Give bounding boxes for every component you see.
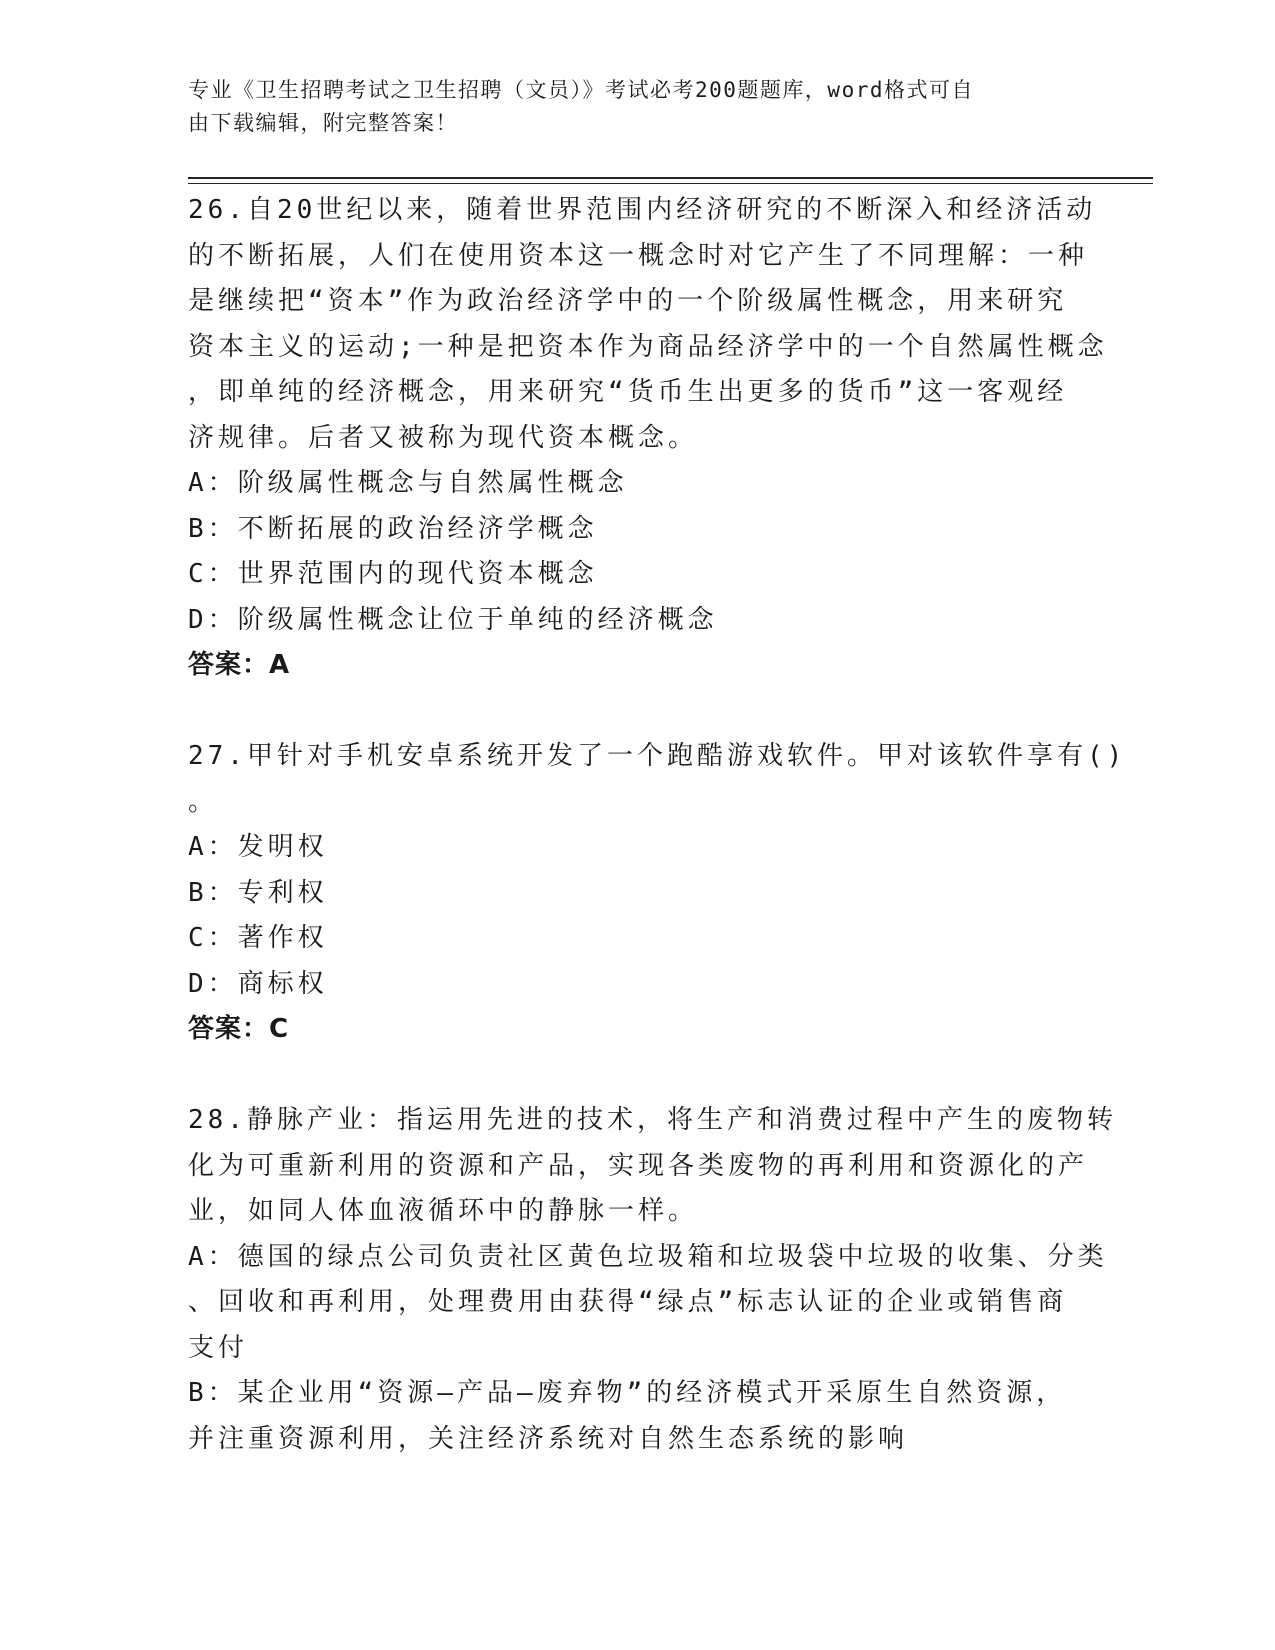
option-d: D：阶级属性概念让位于单纯的经济概念 <box>188 604 718 635</box>
option-c: C：世界范围内的现代资本概念 <box>188 559 598 589</box>
question-stem-line: ，即单纯的经济概念，用来研究“货币生出更多的货币”这一客观经 <box>188 377 1068 407</box>
option-a: A：阶级属性概念与自然属性概念 <box>188 468 628 498</box>
option-a-continued: 、回收和再利用，处理费用由获得“绿点”标志认证的企业或销售商 <box>188 1287 1068 1317</box>
header-line: 专业《卫生招聘考试之卫生招聘（文员）》考试必考200题题库，word格式可自 <box>188 78 974 102</box>
option-b: B：专利权 <box>188 877 328 908</box>
question-stem-line: 化为可重新利用的资源和产品，实现各类废物的再利用和资源化的产 <box>188 1150 1089 1181</box>
question-28 <box>188 1098 1117 1462</box>
spacer <box>188 689 1073 735</box>
option-a: A：发明权 <box>188 832 328 862</box>
question-stem-line: 资本主义的运动;一种是把资本作为商品经济学中的一个自然属性概念 <box>188 331 1108 362</box>
header-divider-thin <box>188 183 1153 184</box>
question-stem-line: 。 <box>188 786 219 817</box>
option-b: B：不断拓展的政治经济学概念 <box>188 513 598 544</box>
option-b: B：某企业用“资源—产品—废弃物”的经济模式开采原生自然资源， <box>188 1378 1067 1408</box>
document-body <box>188 188 1127 1462</box>
question-stem-line: 是继续把“资本”作为政治经济学中的一个阶级属性概念，用来研究 <box>188 286 1068 316</box>
header-line: 由下载编辑，附完整答案！ <box>188 111 458 135</box>
option-a: A：德国的绿点公司负责社区黄色垃圾箱和垃圾袋中垃圾的收集、分类 <box>188 1241 1108 1272</box>
question-26 <box>188 188 1108 689</box>
question-27 <box>188 734 1127 1053</box>
option-d: D：商标权 <box>188 968 328 999</box>
answer-label: 答案：A <box>188 650 291 680</box>
option-a-continued: 支付 <box>188 1332 249 1363</box>
question-stem-line: 济规律。后者又被称为现代资本概念。 <box>188 422 699 453</box>
spacer <box>188 1053 1073 1099</box>
question-stem-line: 27.甲针对手机安卓系统开发了一个跑酷游戏软件。甲对该软件享有() <box>188 741 1127 771</box>
question-stem-line: 28.静脉产业：指运用先进的技术，将生产和消费过程中产生的废物转 <box>188 1105 1117 1135</box>
option-b-continued: 并注重资源利用，关注经济系统对自然生态系统的影响 <box>188 1423 909 1454</box>
answer-label: 答案：C <box>188 1014 290 1044</box>
header-divider <box>188 177 1153 179</box>
document-header <box>188 74 1068 140</box>
question-stem-line: 的不断拓展，人们在使用资本这一概念时对它产生了不同理解：一种 <box>188 240 1089 271</box>
option-c: C：著作权 <box>188 923 328 953</box>
question-stem-line: 业，如同人体血液循环中的静脉一样。 <box>188 1196 699 1226</box>
question-stem-line: 26.自20世纪以来，随着世界范围内经济研究的不断深入和经济活动 <box>188 195 1097 225</box>
